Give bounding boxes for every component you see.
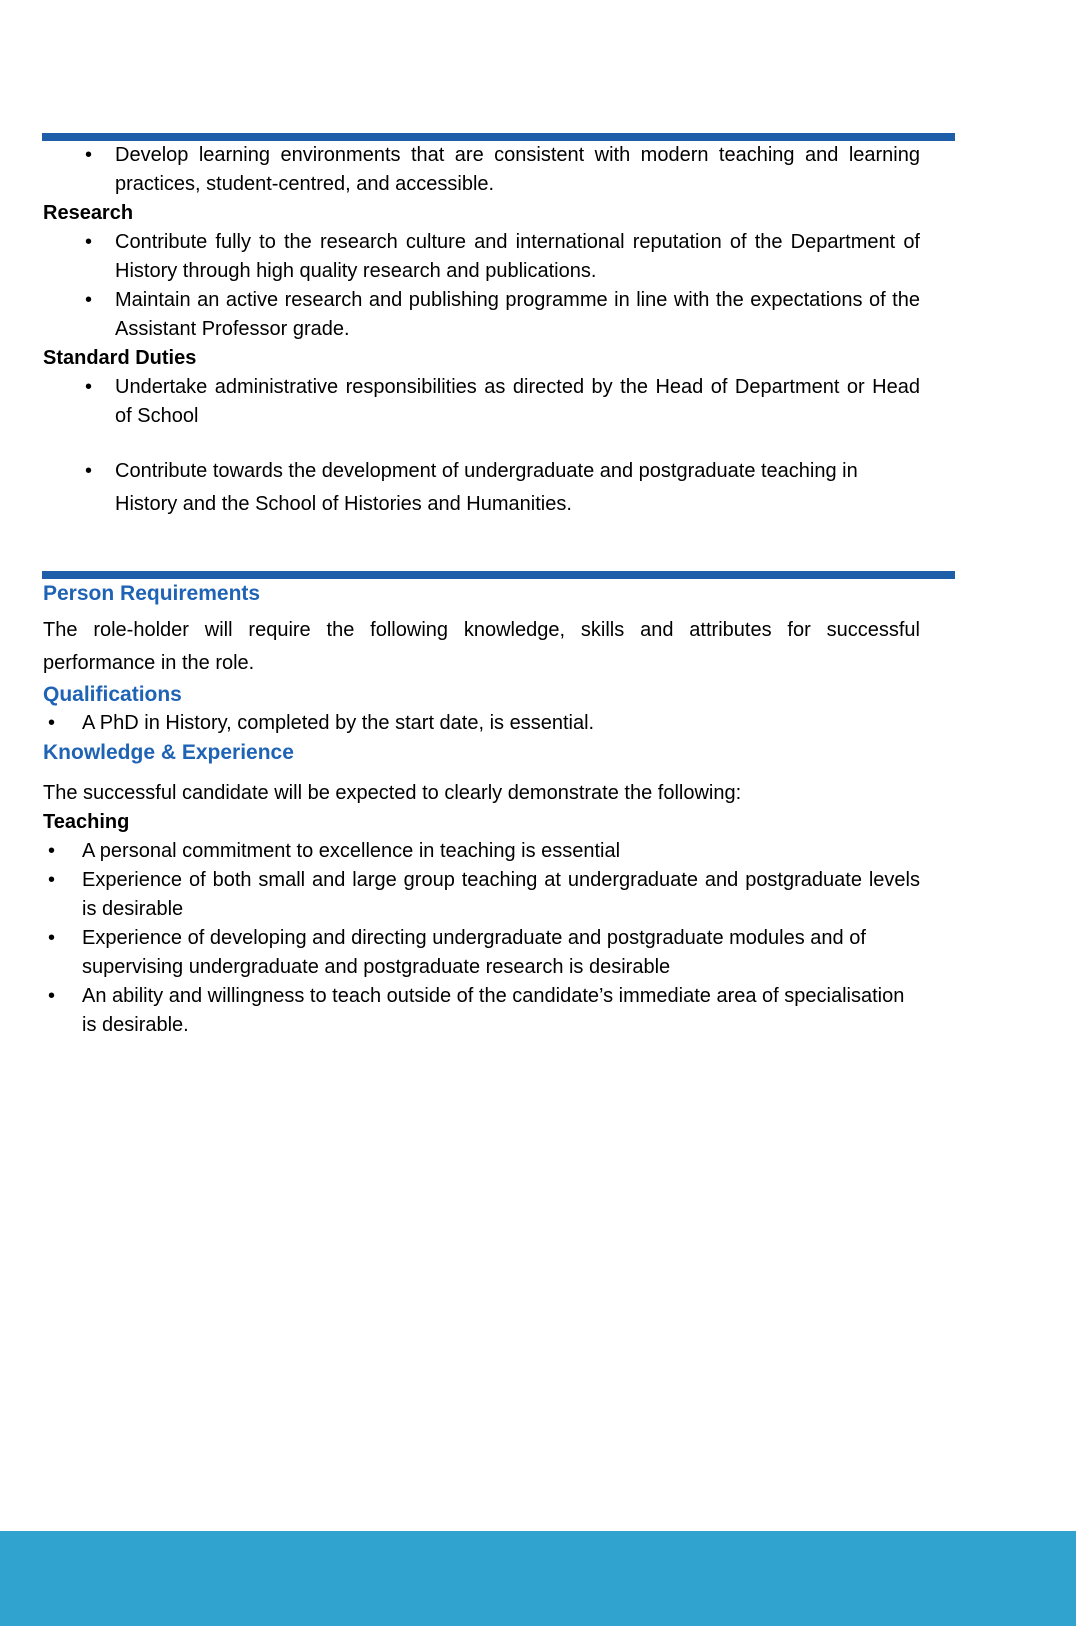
bullet-dot: • bbox=[48, 712, 56, 734]
bullet-item bbox=[48, 982, 920, 1040]
bullet-text: A PhD in History, completed by the start date, is essential. bbox=[82, 712, 595, 734]
bullet-dot: • bbox=[48, 840, 56, 862]
bullet-dot: • bbox=[85, 376, 93, 398]
standard-duties-bullet-list bbox=[0, 373, 1076, 521]
bullet-dot: • bbox=[85, 231, 93, 253]
bullet-text: Contribute towards the development of undergraduate and postgraduate teaching in History and the School of Histories and Humanities. bbox=[115, 460, 858, 515]
bullet-item bbox=[85, 286, 920, 344]
bullet-item bbox=[48, 709, 920, 738]
bullet-item bbox=[85, 373, 920, 431]
knowledge-experience-paragraph: The successful candidate will be expected to clearly demonstrate the following: bbox=[43, 782, 742, 804]
teaching-heading: Teaching bbox=[43, 811, 130, 833]
research-heading: Research bbox=[43, 202, 134, 224]
bullet-item bbox=[48, 924, 920, 982]
bullet-item bbox=[85, 228, 920, 286]
bullet-dot: • bbox=[85, 460, 93, 482]
bullet-text: Undertake administrative responsibilities as directed by the Head of Department or Head of School bbox=[115, 376, 920, 427]
bullet-dot: • bbox=[85, 144, 93, 166]
bullet-dot: • bbox=[48, 869, 56, 891]
bullet-item bbox=[48, 837, 920, 866]
knowledge-experience-heading: Knowledge & Experience bbox=[43, 741, 294, 764]
person-requirements-heading: Person Requirements bbox=[43, 582, 261, 605]
qualifications-heading: Qualifications bbox=[43, 683, 182, 706]
standard-duties-heading: Standard Duties bbox=[43, 347, 197, 369]
bullet-text: Contribute fully to the research culture and international reputation of the Department of History through high quality research and publications. bbox=[115, 231, 920, 282]
bullet-text: An ability and willingness to teach outside of the candidate’s immediate area of specialisation is desirable. bbox=[82, 985, 905, 1036]
bullet-text: Experience of both small and large group teaching at undergraduate and postgraduate levels is desirable bbox=[82, 869, 920, 920]
person-requirements-paragraph: The role-holder will require the following knowledge, skills and attributes for successful performance in the role. bbox=[43, 619, 920, 674]
bullet-dot: • bbox=[48, 927, 56, 949]
bullet-dot: • bbox=[85, 289, 93, 311]
bullet-dot: • bbox=[48, 985, 56, 1007]
bullet-text: Experience of developing and directing undergraduate and postgraduate modules and of supervising undergraduate and postgraduate research is desirable bbox=[82, 927, 866, 978]
bullet-text: Maintain an active research and publishing programme in line with the expectations of the Assistant Professor grade. bbox=[115, 289, 920, 340]
bullet-item bbox=[85, 455, 920, 521]
top-divider-rule bbox=[42, 133, 955, 141]
bullet-text: Develop learning environments that are consistent with modern teaching and learning practices, student-centred, and accessible. bbox=[115, 144, 920, 195]
bullet-text: A personal commitment to excellence in teaching is essential bbox=[82, 840, 621, 862]
bullet-item bbox=[85, 141, 920, 199]
footer-color-band bbox=[0, 1531, 1076, 1626]
teaching-bullet-list bbox=[0, 837, 1076, 1040]
qualifications-bullet-list bbox=[0, 709, 1076, 738]
middle-divider-rule bbox=[42, 571, 955, 579]
bullet-item bbox=[48, 866, 920, 924]
intro-bullet-list bbox=[0, 141, 1076, 199]
research-bullet-list bbox=[0, 228, 1076, 344]
